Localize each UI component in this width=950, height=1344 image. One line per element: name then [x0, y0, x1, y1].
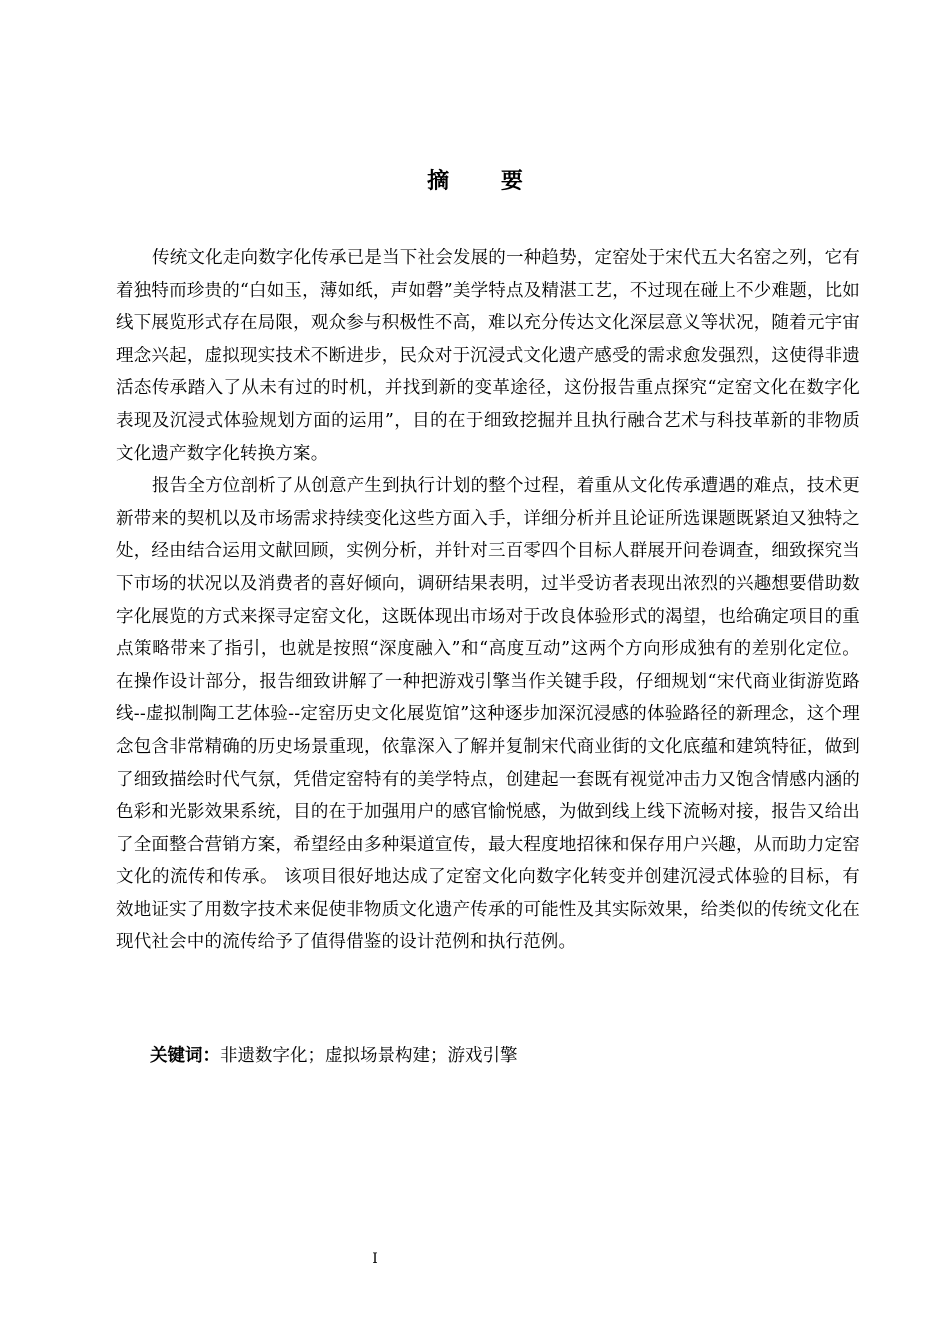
abstract-body: [116, 242, 860, 959]
page-title: 摘 要: [427, 169, 545, 194]
abstract-paragraph-1: 传统文化走向数字化传承已是当下社会发展的一种趋势，定窑处于宋代五大名窑之列，它有着独特而珍贵的“白如玉，薄如纸，声如磬”美学特点及精湛工艺，不过现在碰上不少难题，比如线下展览形式存在局限，观众参与积极性不高，难以充分传达文化深层意义等状况，随着元宇宙理念兴起，虚拟现实技术不断进步，民众对于沉浸式文化遗产感受的需求愈发强烈，这使得非遗活态传承踏入了从未有过的时机，并找到新的变革途径，这份报告重点探究“定窑文化在数字化表现及沉浸式体验规划方面的运用”，目的在于细致挖掘并且执行融合艺术与科技革新的非物质文化遗产数字化转换方案。: [116, 248, 860, 464]
keywords-line: [150, 1042, 518, 1070]
keywords-label: 关键词：: [150, 1046, 220, 1066]
abstract-paragraph-2: 报告全方位剖析了从创意产生到执行计划的整个过程，着重从文化传承遭遇的难点，技术更新带来的契机以及市场需求持续变化这些方面入手，详细分析并且论证所选课题既紧迫又独特之处，经由结合运用文献回顾，实例分析，并针对三百零四个目标人群展开问卷调查，细致探究当下市场的状况以及消费者的喜好倾向，调研结果表明，过半受访者表现出浓烈的兴趣想要借助数字化展览的方式来探寻定窑文化，这既体现出市场对于改良体验形式的渴望，也给确定项目的重点策略带来了指引，也就是按照“深度融入”和“高度互动”这两个方向形成独有的差别化定位。 在操作设计部分，报告细致讲解了一种把游戏引擎当作关键手段，仔细规划“宋代商业街游览路线--虚拟制陶工艺体验--定窑历史文化展览馆”这种逐步加深沉浸感的体验路径的新理念，这个理念包含非常精确的历史场景重现，依靠深入了解并复制宋代商业街的文化底蕴和建筑特征，做到了细致描绘时代气氛，凭借定窑特有的美学特点，创建起一套既有视觉冲击力又饱含情感内涵的色彩和光影效果系统，目的在于加强用户的感官愉悦感，为做到线上线下流畅对接，报告又给出了全面整合营销方案，希望经由多种渠道宣传，最大程度地招徕和保存用户兴趣，从而助力定窑文化的流传和传承。 该项目很好地达成了定窑文化向数字化转变并创建沉浸式体验的目标，有效地证实了用数字技术来促使非物质文化遗产传承的可能性及其实际效果，给类似的传统文化在现代社会中的流传给予了值得借鉴的设计范例和执行范例。: [116, 476, 860, 953]
keywords-value: 非遗数字化；虚拟场景构建；游戏引擎: [220, 1046, 518, 1066]
page-number: I: [372, 1251, 378, 1267]
